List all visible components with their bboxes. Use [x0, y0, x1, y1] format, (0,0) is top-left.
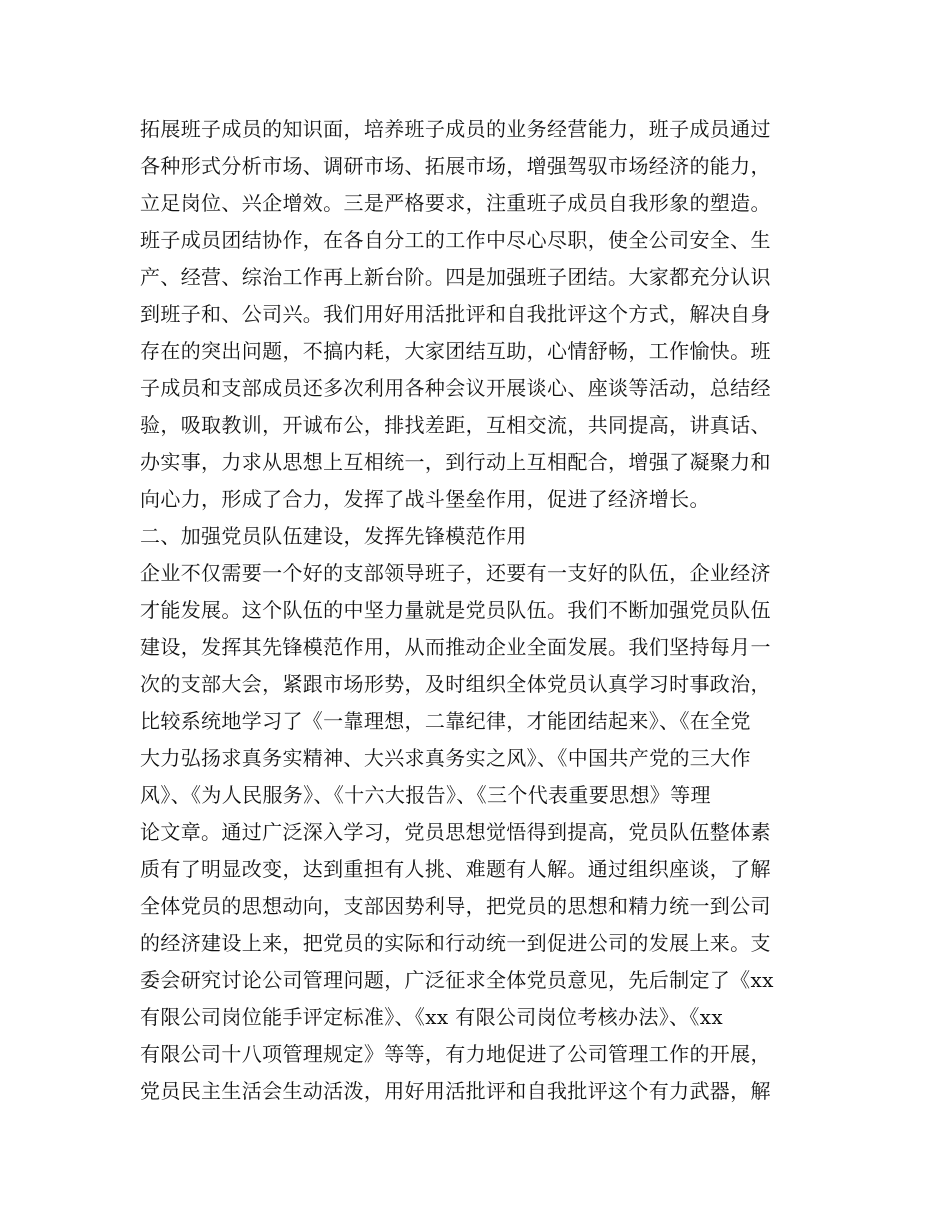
- text-line: 有限公司十八项管理规定》等等，有力地促进了公司管理工作的开展，: [140, 1042, 771, 1066]
- text-line: 全体党员的思想动向，支部因势利导，把党员的思想和精力统一到公司: [140, 894, 771, 918]
- text-line: 子成员和支部成员还多次利用各种会议开展谈心、座谈等活动，总结经: [140, 376, 771, 400]
- document-body: [140, 111, 820, 1110]
- text-line: 向心力，形成了合力，发挥了战斗堡垒作用，促进了经济增长。: [140, 487, 710, 511]
- text-line: 有限公司岗位能手评定标准》、《xx 有限公司岗位考核办法》、《xx: [140, 1005, 724, 1029]
- text-line: 企业不仅需要一个好的支部领导班子，还要有一支好的队伍，企业经济: [140, 561, 771, 585]
- text-line: 各种形式分析市场、调研市场、拓展市场，增强驾驭市场经济的能力，: [140, 154, 771, 178]
- text-line: 大力弘扬求真务实精神、大兴求真务实之风》、《中国共产党的三大作: [140, 746, 751, 770]
- text-line: 产、经营、综治工作再上新台阶。四是加强班子团结。大家都充分认识: [140, 265, 771, 289]
- text-line: 比较系统地学习了《一靠理想，二靠纪律，才能团结起来》、《在全党: [140, 709, 751, 733]
- text-line: 办实事，力求从思想上互相统一，到行动上互相配合，增强了凝聚力和: [140, 450, 771, 474]
- text-line: 建设，发挥其先锋模范作用，从而推动企业全面发展。我们坚持每月一: [140, 635, 771, 659]
- text-line: 班子成员团结协作，在各自分工的工作中尽心尽职，使全公司安全、生: [140, 228, 771, 252]
- text-line: 立足岗位、兴企增效。三是严格要求，注重班子成员自我形象的塑造。: [140, 191, 771, 215]
- text-line: 到班子和、公司兴。我们用好用活批评和自我批评这个方式，解决自身: [140, 302, 771, 326]
- text-line: 委会研究讨论公司管理问题，广泛征求全体党员意见，先后制定了《xx: [140, 968, 774, 992]
- text-line: 论文章。通过广泛深入学习，党员思想觉悟得到提高，党员队伍整体素: [140, 820, 771, 844]
- section-heading: 二、加强党员队伍建设，发挥先锋模范作用: [140, 524, 527, 548]
- text-line: 质有了明显改变，达到重担有人挑、难题有人解。通过组织座谈，了解: [140, 857, 771, 881]
- text-line: 的经济建设上来，把党员的实际和行动统一到促进公司的发展上来。支: [140, 931, 771, 955]
- text-line: 验，吸取教训，开诚布公，排找差距，互相交流，共同提高，讲真话、: [140, 413, 771, 437]
- text-line: 拓展班子成员的知识面，培养班子成员的业务经营能力，班子成员通过: [140, 117, 771, 141]
- text-line: 风》、《为人民服务》、《十六大报告》、《三个代表重要思想》等理: [140, 783, 711, 807]
- text-line: 党员民主生活会生动活泼，用好用活批评和自我批评这个有力武器，解: [140, 1079, 771, 1103]
- text-line: 次的支部大会，紧跟市场形势，及时组织全体党员认真学习时事政治，: [140, 672, 771, 696]
- text-line: 才能发展。这个队伍的中坚力量就是党员队伍。我们不断加强党员队伍: [140, 598, 771, 622]
- text-line: 存在的突出问题，不搞内耗，大家团结互助，心情舒畅，工作愉快。班: [140, 339, 771, 363]
